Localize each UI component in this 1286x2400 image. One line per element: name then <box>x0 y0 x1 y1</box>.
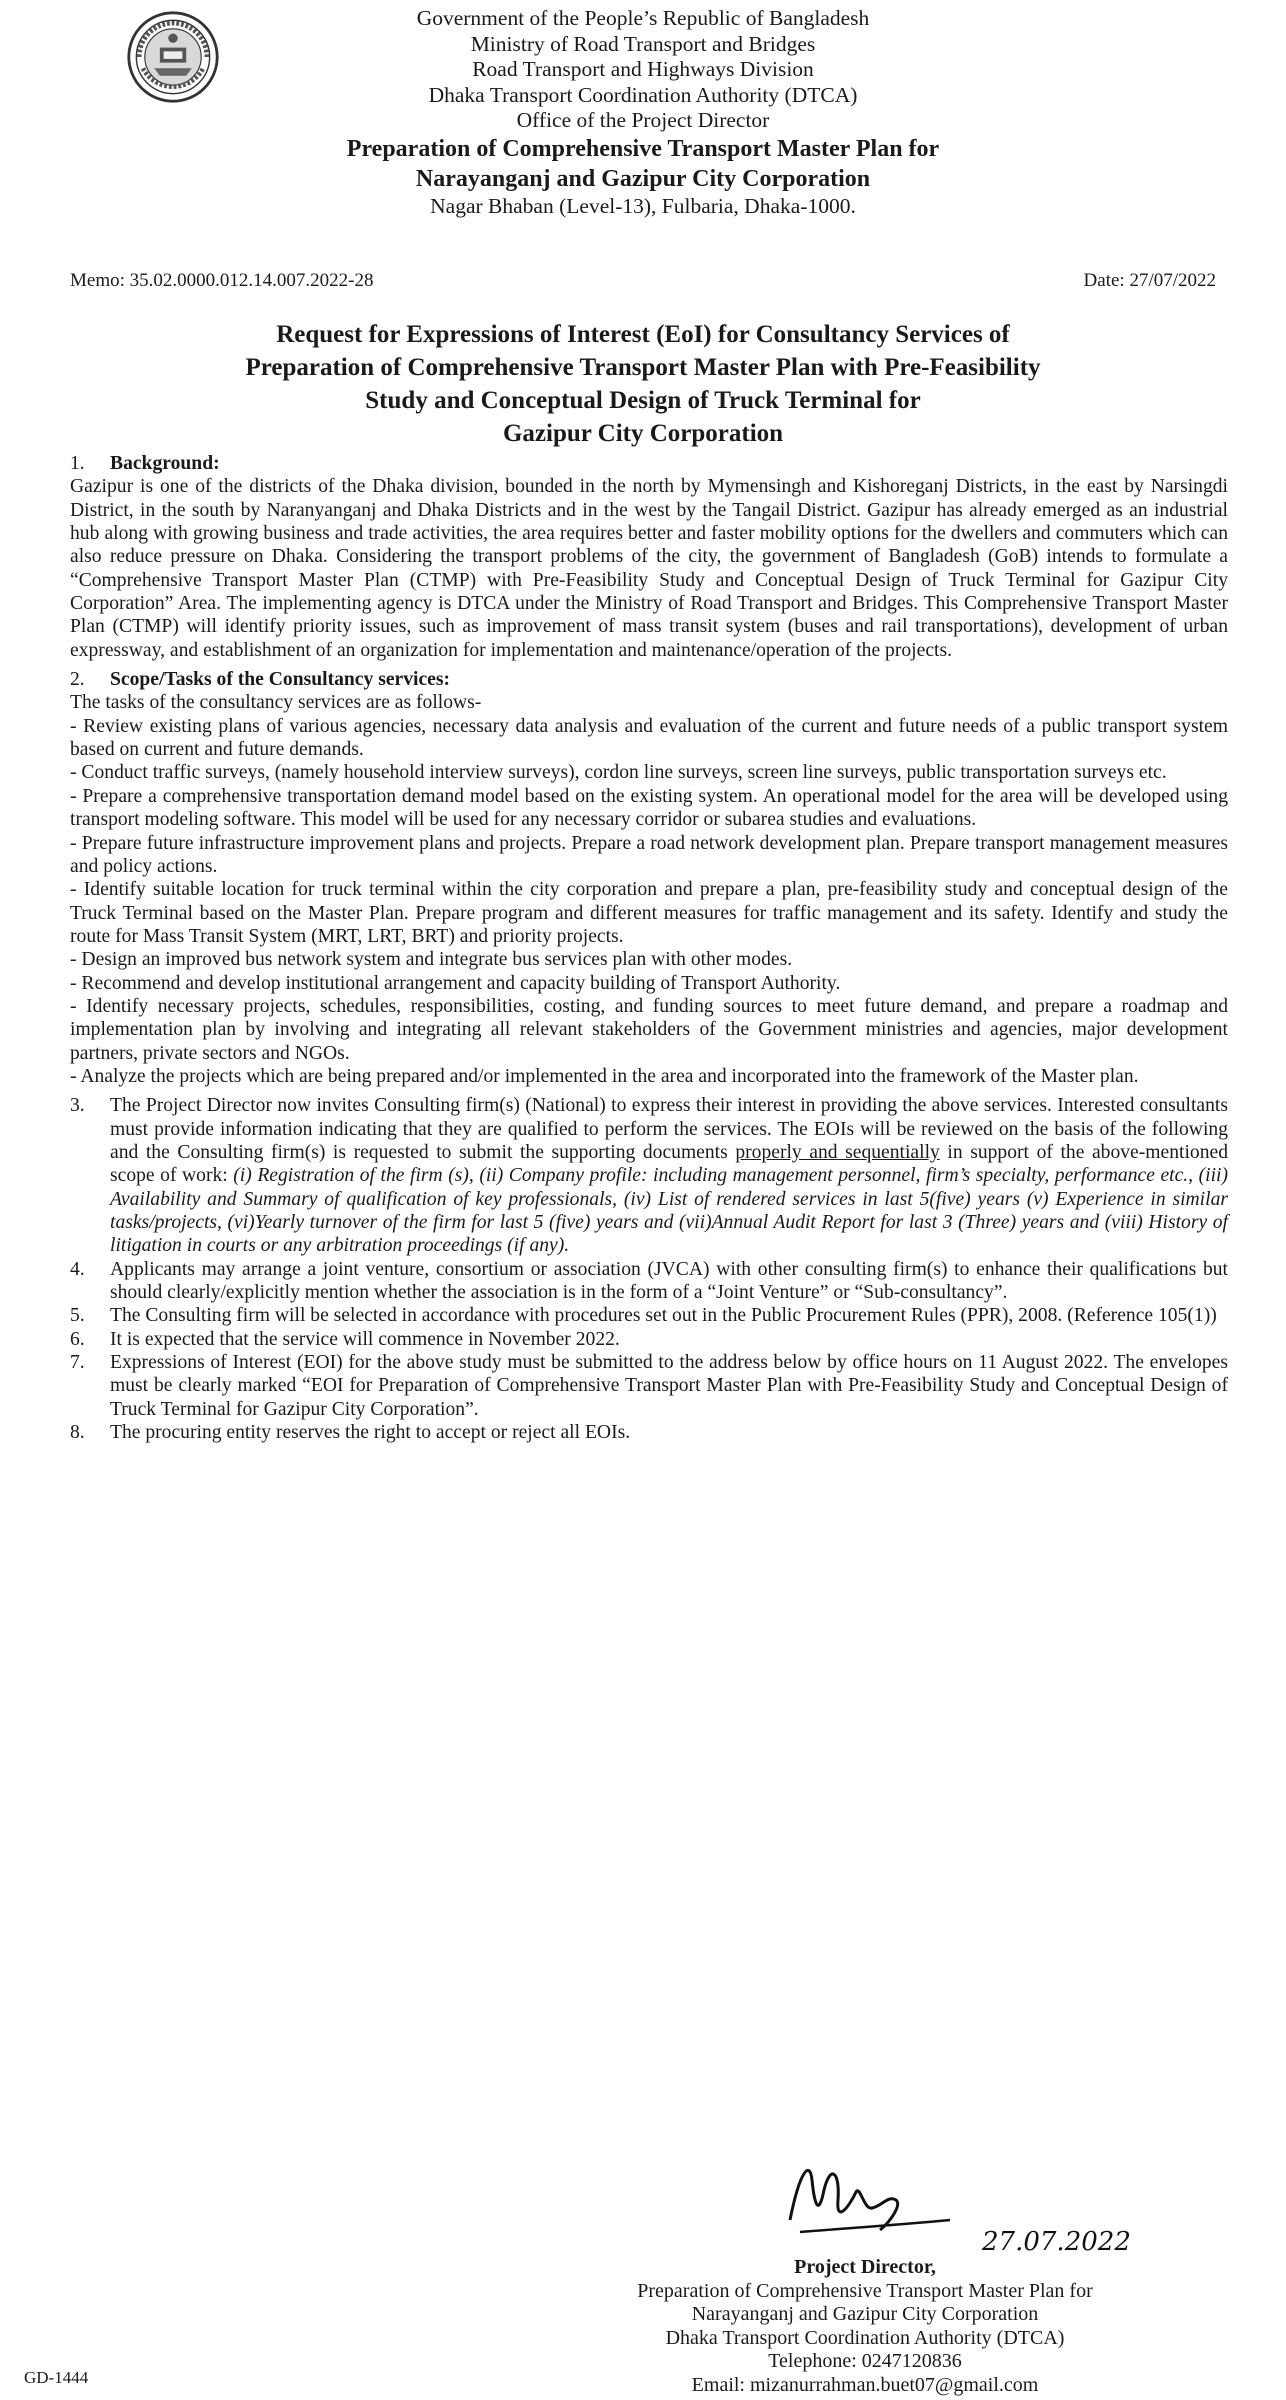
section-text: Expressions of Interest (EOI) for the above study must be submitted to the address below by office hours on 11 August 2022. The envelopes must be clearly marked “EOI for Preparation of Comprehensive Transport Master Plan with Pre-Feasibility Study and Conceptual Design of Truck Terminal for Gazipur City Corporation”. <box>110 1352 1228 1420</box>
section-number: 4. <box>70 1258 85 1280</box>
scope-task: - Identify suitable location for truck terminal within the city corporation and prepare a plan, pre-feasibility study and conceptual design of the Truck Terminal based on the Master Plan. Prepare program and different measures for traffic management and its safety. Identify and study the route for Mass Transit System (MRT, LRT, BRT) and priority projects. <box>70 879 1228 947</box>
section-invitation <box>70 1094 1228 1257</box>
scope-task: - Prepare a comprehensive transportation demand model based on the existing system. An operational model for the area will be developed using transport modeling software. This model will be used for any necessary corridor or subarea studies and evaluations. <box>70 785 1228 831</box>
project-title-line: Narayanganj and Gazipur City Corporation <box>415 165 871 192</box>
notice-title <box>80 318 1206 450</box>
signatory-line: Preparation of Comprehensive Transport Master Plan for <box>637 2279 1093 2302</box>
section-heading: Background: <box>110 453 220 474</box>
background-paragraph: Gazipur is one of the districts of the Dhaka division, bounded in the north by Mymensingh and Kishoreganj Districts, in the east by Narsingdi District, in the south by Naranyanganj and Dhaka Districts and in the west by the Tangail District. Gazipur has already emerged as an industrial hub along with growing business and trade activities, the area requires better and faster mobility options for the dwellers and commuters which can also reduce pressure on Dhaka. Considering the transport problems of the city, the government of Bangladesh (GoB) intends to formulate a “Comprehensive Transport Master Plan (CTMP) with Pre-Feasibility Study and Conceptual Design of Truck Terminal for Gazipur City Corporation” Area. The implementing agency is DTCA under the Ministry of Road Transport and Bridges. This Comprehensive Transport Master Plan (CTMP) will identify priority issues, such as improvement of mass transit system (buses and rail transportations), development of urban expressway, and establishment of an organization for implementation and maintenance/operation of the projects. <box>70 476 1228 661</box>
scope-task: - Analyze the projects which are being prepared and/or implemented in the area and incorporated into the framework of the Master plan. <box>70 1065 1139 1087</box>
letterhead-line: Government of the People’s Republic of Bangladesh <box>416 6 870 30</box>
scope-task: - Conduct traffic surveys, (namely household interview surveys), cordon line surveys, screen line surveys, public transportation surveys etc. <box>70 762 1167 784</box>
scope-intro: The tasks of the consultancy services are as follows- <box>70 692 482 714</box>
memo-number: Memo: 35.02.0000.012.14.007.2022-28 <box>70 270 374 291</box>
scope-task: - Review existing plans of various agencies, necessary data analysis and evaluation of the current and future needs of a public transport system based on current and future demands. <box>70 715 1228 761</box>
invitation-text: in support of the above-mentioned scope of work: <box>110 1141 1228 1187</box>
section-selection <box>70 1304 1228 1327</box>
memo-date: Date: 27/07/2022 <box>1083 270 1216 291</box>
section-number: 2. <box>70 669 85 691</box>
letterhead <box>0 6 1286 219</box>
invitation-text: The Project Director now invites Consulting firm(s) (National) to express their interest in providing the above services. Interested consultants must provide information indicating that they are qualified to perform the services. The EOIs will be reviewed on the basis of the following and the Consulting firm(s) is requested to submit the supporting documents <box>110 1095 1228 1163</box>
signature-date: 27.07.2022 <box>982 2227 1131 2257</box>
section-text: It is expected that the service will commence in November 2022. <box>110 1328 620 1350</box>
letterhead-line: Office of the Project Director <box>516 108 770 132</box>
letterhead-line: Road Transport and Highways Division <box>472 57 814 81</box>
section-number: 7. <box>70 1352 85 1374</box>
notice-title-line: Preparation of Comprehensive Transport Master Plan with Pre-Feasibility <box>245 354 1041 381</box>
section-commencement <box>70 1328 1228 1351</box>
project-title-line: Preparation of Comprehensive Transport Master Plan for <box>346 135 940 162</box>
section-heading: Scope/Tasks of the Consultancy services: <box>110 669 451 691</box>
signatory-line: Narayanganj and Gazipur City Corporation <box>691 2303 1039 2325</box>
section-number: 5. <box>70 1305 85 1327</box>
section-text <box>110 1094 1228 1257</box>
scope-task: - Design an improved bus network system and integrate bus services plan with other modes. <box>70 949 793 971</box>
letterhead-line: Dhaka Transport Coordination Authority (DTCA) <box>428 82 858 107</box>
invitation-requirements: (i) Registration of the firm (s), (ii) Company profile: including management personnel, firm’s specialty, performance etc., (iii) Availability and Summary of qualification of key professionals, (iv) List of rendered services in last 5(five) years (v) Experience in similar tasks/projects, (vi)Yearly turnover of the firm for last 5 (five) years and (vii)Annual Audit Report for last 3 (Three) years and (viii) History of litigation in courts or any arbitration proceedings (if any). <box>110 1165 1229 1257</box>
section-text: The procuring entity reserves the right to accept or reject all EOIs. <box>110 1422 631 1444</box>
section-background <box>70 452 1228 475</box>
section-submission <box>70 1351 1228 1421</box>
signatory-role: Project Director, <box>794 2256 936 2278</box>
notice-title-line: Request for Expressions of Interest (EoI) for Consultancy Services of <box>276 321 1010 348</box>
notice-body <box>70 452 1228 1444</box>
section-number: 8. <box>70 1422 85 1444</box>
scope-task: - Identify necessary projects, schedules, responsibilities, costing, and funding sources to meet future demand, and prepare a roadmap and implementation plan by involving and integrating all relevant stakeholders of the Government ministries and agencies, major development partners, private sectors and NGOs. <box>70 995 1228 1064</box>
signature-block <box>520 2256 1210 2397</box>
letterhead-line: Ministry of Road Transport and Bridges <box>470 31 816 56</box>
signatory-email: Email: mizanurrahman.buet07@gmail.com <box>691 2373 1039 2396</box>
signature-mark <box>760 2150 1180 2260</box>
signatory-telephone: Telephone: 0247120836 <box>768 2350 962 2372</box>
section-text: Applicants may arrange a joint venture, consortium or association (JVCA) with other consulting firm(s) to enhance their qualifications but should clearly/explicitly mention whether the association is in the form of a “Joint Venture” or “Sub-consultancy”. <box>110 1258 1228 1304</box>
scope-task: - Recommend and develop institutional arrangement and capacity building of Transport Authority. <box>70 972 841 994</box>
notice-title-line: Gazipur City Corporation <box>502 420 784 447</box>
invitation-underlined: properly and sequentially <box>735 1141 940 1163</box>
office-address: Nagar Bhaban (Level-13), Fulbaria, Dhaka-1000. <box>430 193 856 218</box>
section-scope <box>70 668 1228 691</box>
signatory-line: Dhaka Transport Coordination Authority (DTCA) <box>665 2326 1065 2349</box>
section-number: 1. <box>70 453 85 474</box>
section-text: The Consulting firm will be selected in accordance with procedures set out in the Public Procurement Rules (PPR), 2008. (Reference 105(1)) <box>110 1305 1217 1327</box>
section-jvca <box>70 1258 1228 1305</box>
section-number: 6. <box>70 1328 85 1350</box>
notice-title-line: Study and Conceptual Design of Truck Terminal for <box>365 387 921 414</box>
section-rights <box>70 1421 1228 1444</box>
scope-task: - Prepare future infrastructure improvement plans and projects. Prepare a road network development plan. Prepare transport management measures and policy actions. <box>70 832 1228 877</box>
gd-code: GD-1444 <box>24 2368 89 2387</box>
section-number: 3. <box>70 1095 85 1117</box>
